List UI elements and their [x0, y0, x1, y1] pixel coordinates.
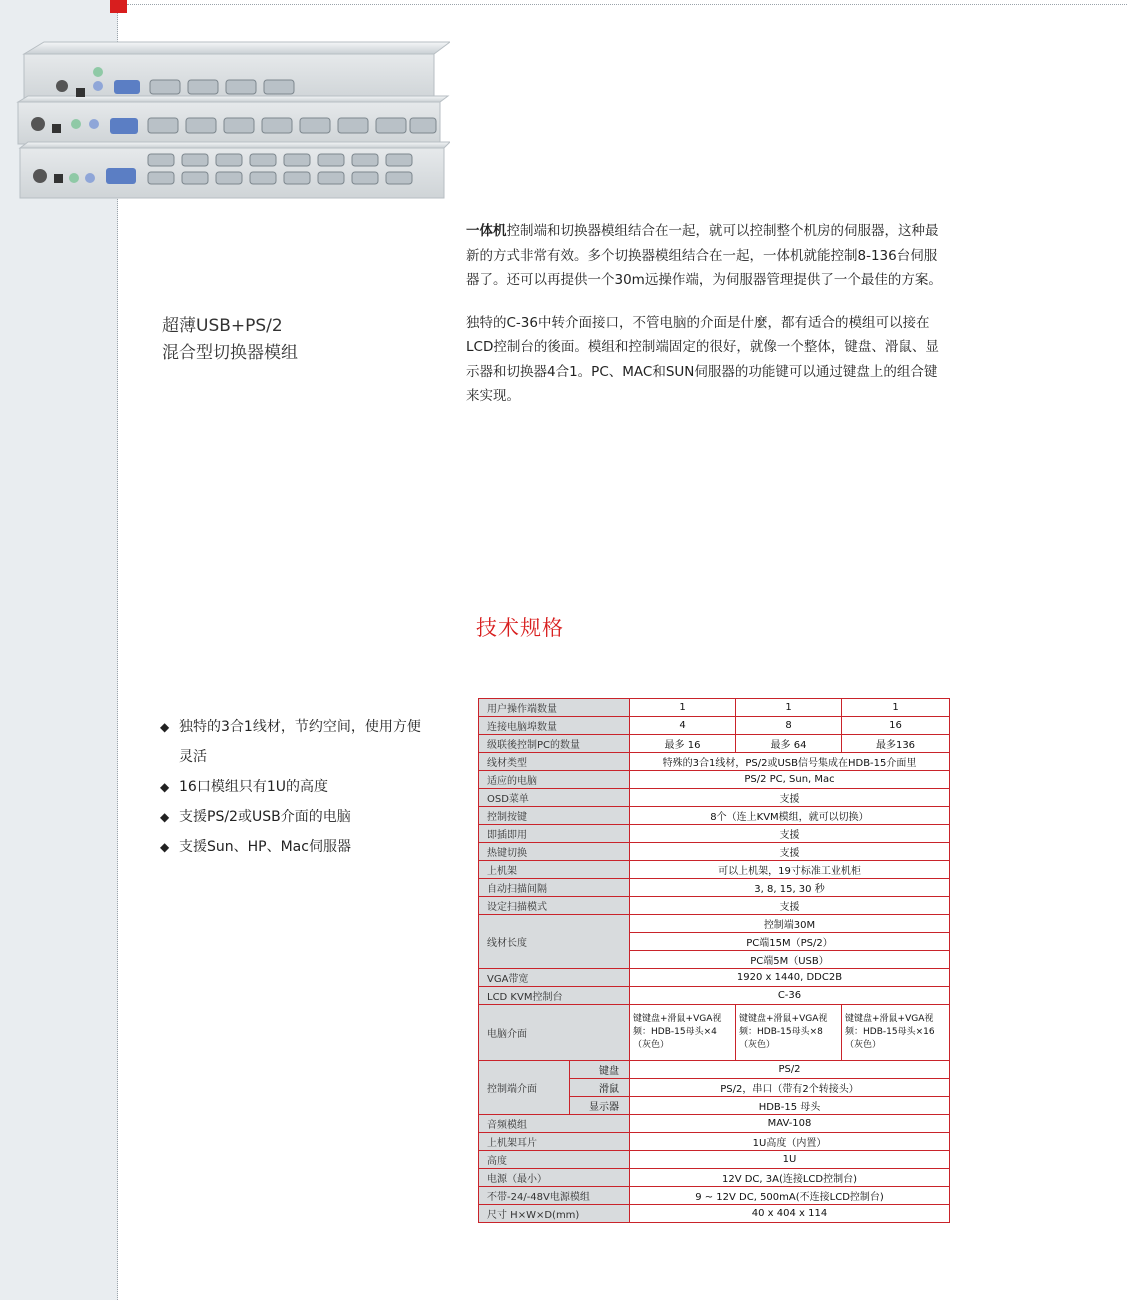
cell-value: 最多 64 — [736, 735, 842, 753]
row-label: LCD KVM控制台 — [479, 987, 630, 1005]
cell-value: PC端15M（PS/2） — [630, 933, 950, 951]
description-paragraph-1 — [466, 219, 948, 293]
row-label: 线材类型 — [479, 753, 630, 771]
diamond-bullet-icon: ◆ — [160, 840, 170, 854]
cell-value: PC端5M（USB） — [630, 951, 950, 969]
table-row — [479, 1151, 950, 1169]
row-sublabel: 显示器 — [570, 1097, 630, 1115]
table-row — [479, 735, 950, 753]
row-label: OSD菜单 — [479, 789, 630, 807]
cell-value: 1U高度（内置） — [630, 1133, 950, 1151]
row-label: 即插即用 — [479, 825, 630, 843]
diamond-bullet-icon: ◆ — [160, 810, 170, 824]
row-sublabel: 滑鼠 — [570, 1079, 630, 1097]
cell-value: 键键盘+滑鼠+VGA视频：HDB-15母头×16（灰色） — [842, 1005, 950, 1061]
cell-value: HDB-15 母头 — [630, 1097, 950, 1115]
cell-value: 1 — [736, 699, 842, 717]
product-title-line2: 混合型切换器模组 — [162, 343, 298, 363]
cell-value: 12V DC, 3A(连接LCD控制台) — [630, 1169, 950, 1187]
cell-value: C-36 — [630, 987, 950, 1005]
cell-value: 支援 — [630, 825, 950, 843]
spec-section-title: 技术规格 — [476, 616, 564, 640]
cell-value: 键键盘+滑鼠+VGA视频：HDB-15母头×8（灰色） — [736, 1005, 842, 1061]
description-paragraph-2: 独特的C-36中转介面接口，不管电脑的介面是什麼，都有适合的模组可以接在LCD控制台的後面。模组和控制端固定的很好，就像一个整体，键盘、滑鼠、显示器和切换器4合1。PC、MAC和SUN伺服器的功能键可以通过键盘上的组合键来实现。 — [466, 314, 939, 404]
table-row — [479, 861, 950, 879]
table-row — [479, 825, 950, 843]
table-row — [479, 753, 950, 771]
row-label: VGA带宽 — [479, 969, 630, 987]
table-row — [479, 843, 950, 861]
product-title-line1: 超薄USB+PS/2 — [162, 316, 283, 336]
table-row — [479, 1061, 950, 1079]
table-row — [479, 1005, 950, 1061]
row-label: 适应的电脑 — [479, 771, 630, 789]
spec-table — [478, 698, 950, 1223]
table-row — [479, 915, 950, 933]
cell-value: 1920 x 1440, DDC2B — [630, 969, 950, 987]
table-row — [479, 1205, 950, 1223]
cell-value: 8 — [736, 717, 842, 735]
table-row — [479, 807, 950, 825]
row-label: 自动扫描间隔 — [479, 879, 630, 897]
table-row — [479, 1169, 950, 1187]
feature-item — [160, 832, 430, 862]
feature-text: 支援Sun、HP、Mac伺服器 — [179, 839, 351, 855]
feature-list — [160, 712, 430, 862]
feature-text: 16口模组只有1U的高度 — [179, 779, 328, 795]
cell-value: PS/2 — [630, 1061, 950, 1079]
cell-value: 1U — [630, 1151, 950, 1169]
cell-value: 控制端30M — [630, 915, 950, 933]
feature-text: 独特的3合1线材，节约空间，使用方便灵活 — [179, 719, 421, 765]
feature-text: 支援PS/2或USB介面的电脑 — [179, 809, 351, 825]
cell-value: 支援 — [630, 897, 950, 915]
feature-item — [160, 802, 430, 832]
cell-value: 4 — [630, 717, 736, 735]
red-corner-tab — [110, 0, 127, 13]
table-row — [479, 699, 950, 717]
table-row — [479, 789, 950, 807]
table-row — [479, 987, 950, 1005]
table-row — [479, 969, 950, 987]
table-row — [479, 1187, 950, 1205]
feature-item — [160, 772, 430, 802]
cell-value: 1 — [842, 699, 950, 717]
cell-value: 9 ~ 12V DC, 500mA(不连接LCD控制台) — [630, 1187, 950, 1205]
row-label: 热键切换 — [479, 843, 630, 861]
cell-value: 最多 16 — [630, 735, 736, 753]
row-label: 连接电脑埠数量 — [479, 717, 630, 735]
cell-value: 支援 — [630, 789, 950, 807]
table-row — [479, 1133, 950, 1151]
product-photo — [14, 40, 450, 200]
cell-value: 16 — [842, 717, 950, 735]
cell-value: PS/2 PC, Sun, Mac — [630, 771, 950, 789]
row-sublabel: 键盘 — [570, 1061, 630, 1079]
product-description — [466, 219, 948, 427]
cell-value: 8个（连上KVM模组，就可以切换） — [630, 807, 950, 825]
description-p1-text: 控制端和切换器模组结合在一起，就可以控制整个机房的伺服器，这种最新的方式非常有效。多个切换器模组结合在一起，一体机就能控制8-136台伺服器了。还可以再提供一个30m远操作端，为伺服器管理提供了一个最佳的方案。 — [466, 223, 942, 288]
table-row — [479, 1115, 950, 1133]
row-label: 设定扫描模式 — [479, 897, 630, 915]
cell-value: 键键盘+滑鼠+VGA视频：HDB-15母头×4（灰色） — [630, 1005, 736, 1061]
table-row — [479, 717, 950, 735]
cell-value: 支援 — [630, 843, 950, 861]
row-label: 电脑介面 — [479, 1005, 630, 1061]
table-row — [479, 879, 950, 897]
cell-value: 最多136 — [842, 735, 950, 753]
cell-value: PS/2，串口（带有2个转接头） — [630, 1079, 950, 1097]
product-title — [162, 313, 422, 367]
row-label: 不带-24/-48V电源模组 — [479, 1187, 630, 1205]
top-dotted-rule — [127, 4, 1127, 5]
description-lead: 一体机 — [466, 223, 507, 239]
row-label: 电源（最小） — [479, 1169, 630, 1187]
row-label: 音频模组 — [479, 1115, 630, 1133]
cell-value: MAV-108 — [630, 1115, 950, 1133]
row-label: 级联後控制PC的数量 — [479, 735, 630, 753]
cell-value: 40 x 404 x 114 — [630, 1205, 950, 1223]
table-row — [479, 897, 950, 915]
cell-value: 可以上机架，19寸标准工业机柜 — [630, 861, 950, 879]
row-label: 上机架 — [479, 861, 630, 879]
row-label: 用户操作端数量 — [479, 699, 630, 717]
cell-value: 特殊的3合1线材，PS/2或USB信号集成在HDB-15介面里 — [630, 753, 950, 771]
diamond-bullet-icon: ◆ — [160, 720, 170, 734]
diamond-bullet-icon: ◆ — [160, 780, 170, 794]
row-label: 线材长度 — [479, 915, 630, 969]
row-label: 高度 — [479, 1151, 630, 1169]
row-label: 控制端介面 — [479, 1061, 570, 1115]
row-label: 控制按键 — [479, 807, 630, 825]
cell-value: 1 — [630, 699, 736, 717]
feature-item — [160, 712, 430, 772]
row-label: 上机架耳片 — [479, 1133, 630, 1151]
cell-value: 3, 8, 15, 30 秒 — [630, 879, 950, 897]
table-row — [479, 771, 950, 789]
row-label: 尺寸 H×W×D(mm) — [479, 1205, 630, 1223]
